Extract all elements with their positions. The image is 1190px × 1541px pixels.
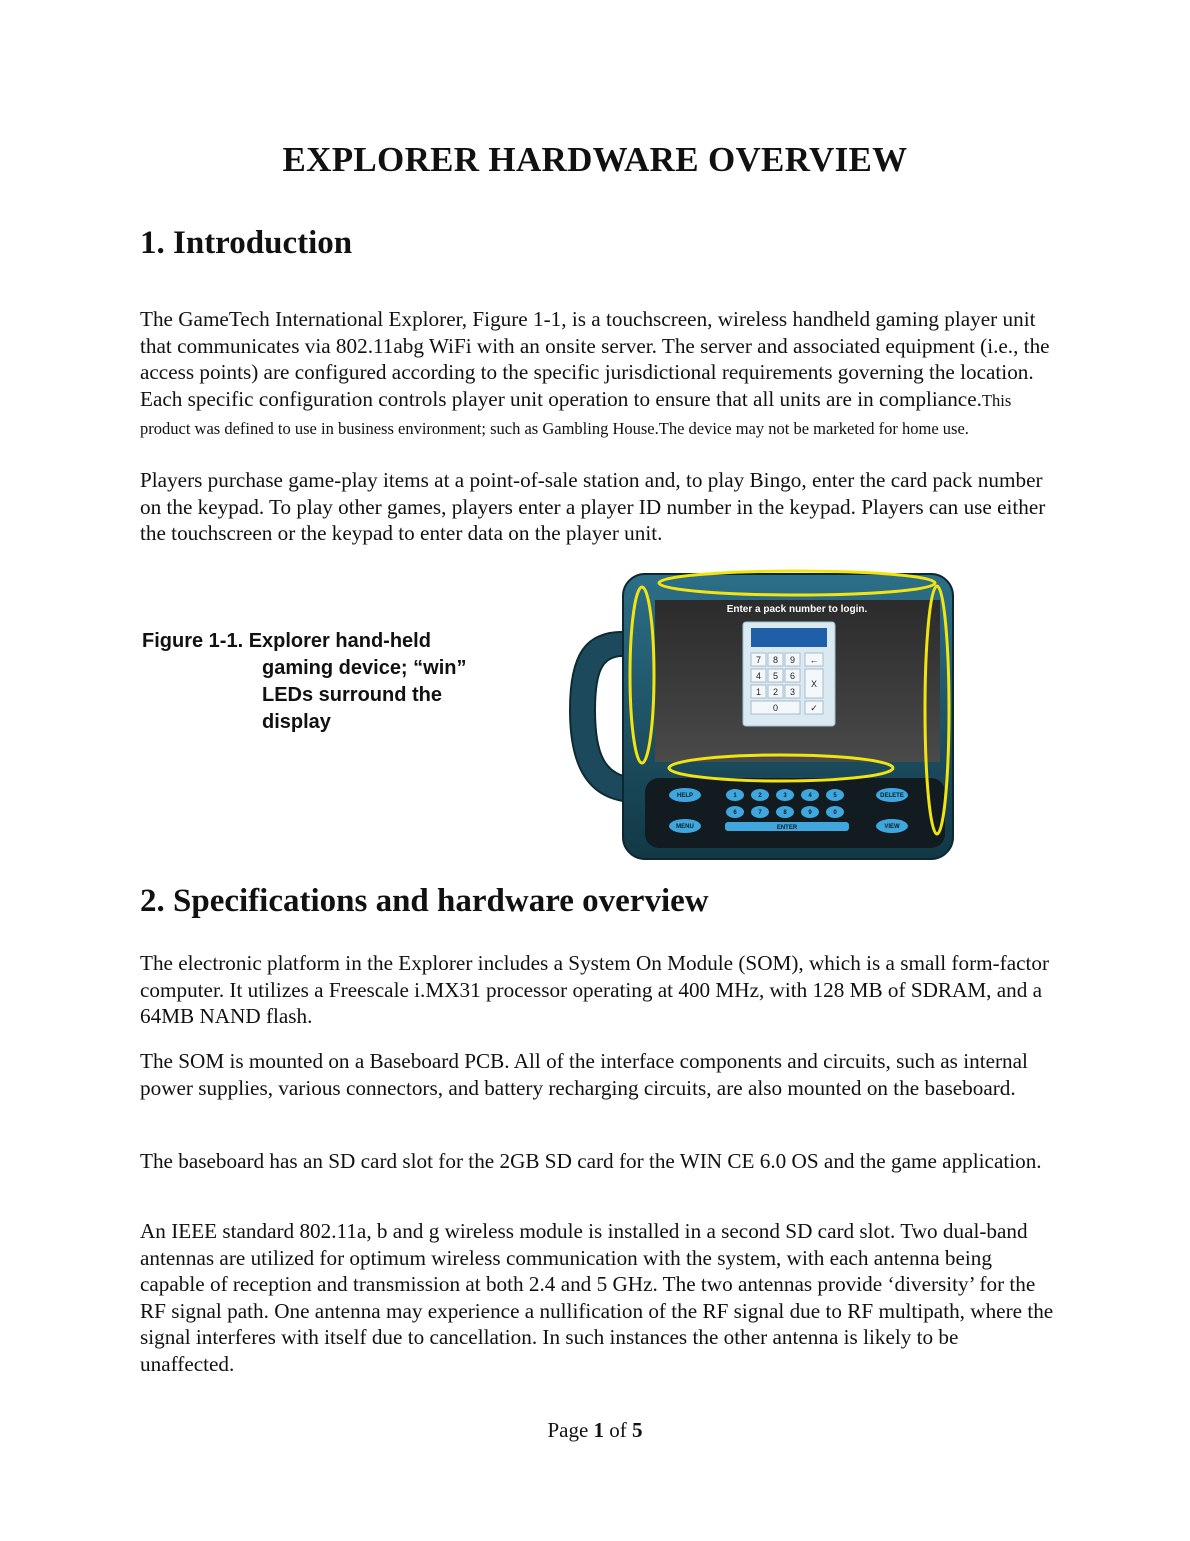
spec-paragraph-3: The baseboard has an SD card slot for the 2GB SD card for the WIN CE 6.0 OS and the game application. xyxy=(140,1149,1042,1173)
figure-caption-lead: Figure 1-1. Explorer hand-held xyxy=(142,630,431,652)
svg-text:9: 9 xyxy=(808,810,812,816)
keypad-key: 4 xyxy=(755,671,762,681)
keypad-key: 1 xyxy=(755,687,762,697)
intro-paragraph-2: Players purchase game-play items at a point-of-sale station and, to play Bingo, enter the card pack number on the keypad. To play other games, players enter a player ID number in the keypad. Players can use either the touchscreen or the keypad to enter data on the player unit. xyxy=(140,468,1046,545)
login-input-field xyxy=(751,628,827,647)
svg-text:1: 1 xyxy=(733,793,737,799)
keypad-key: 7 xyxy=(755,655,762,665)
spec-paragraph-2: The SOM is mounted on a Baseboard PCB. All of the interface components and circuits, such as internal power supplies, various connectors, and battery recharging circuits, are also mounted on the baseboard. xyxy=(140,1049,1028,1100)
keypad-key: 0 xyxy=(772,703,779,713)
svg-text:4: 4 xyxy=(808,793,812,799)
keypad-key: ← xyxy=(809,655,819,665)
keypad-key: 2 xyxy=(772,687,779,697)
footer-total-pages: 5 xyxy=(632,1418,643,1442)
keypad-key: 6 xyxy=(789,671,796,681)
figure-caption xyxy=(142,628,542,736)
svg-text:8: 8 xyxy=(783,810,787,816)
spec-paragraph-1: The electronic platform in the Explorer includes a System On Module (SOM), which is a small form-factor computer. It utilizes a Freescale i.MX31 processor operating at 400 MHz, with 128 MB of SDRAM, and a 64MB NAND flash. xyxy=(140,951,1050,1028)
footer-current-page: 1 xyxy=(593,1418,605,1442)
page-footer xyxy=(0,1418,1190,1443)
keypad-key: 8 xyxy=(772,655,779,665)
view-button-label: VIEW xyxy=(884,824,900,830)
svg-text:0: 0 xyxy=(833,810,837,816)
keypad-key: 3 xyxy=(789,687,796,697)
keypad-key: 5 xyxy=(772,671,779,681)
svg-text:2: 2 xyxy=(758,793,762,799)
explorer-device-image xyxy=(565,560,965,865)
section-heading-introduction: 1. Introduction xyxy=(140,225,353,261)
intro-paragraph-1-main: The GameTech International Explorer, Figure 1-1, is a touchscreen, wireless handheld gaming player unit that communicates via 802.11abg WiFi with an onsite server. The server and associated equipment (i.e., the access points) are configured according to the specific jurisdictional requirements governing the location. Each specific configuration controls player unit operation to ensure that all units are in compliance. xyxy=(140,307,1050,411)
svg-text:7: 7 xyxy=(758,810,762,816)
intro-paragraph-1 xyxy=(140,306,1055,443)
svg-text:3: 3 xyxy=(783,793,787,799)
help-button-label: HELP xyxy=(676,793,694,799)
menu-button-label: MENU xyxy=(676,824,694,830)
enter-button-label: ENTER xyxy=(776,825,798,831)
screen-prompt: Enter a pack number to login. xyxy=(726,604,868,615)
svg-text:5: 5 xyxy=(833,793,837,799)
svg-text:6: 6 xyxy=(733,810,737,816)
document-title: EXPLORER HARDWARE OVERVIEW xyxy=(282,140,908,179)
keypad-key: X xyxy=(810,679,818,689)
delete-button-label: DELETE xyxy=(880,793,904,799)
intro-paragraph-1-note: This product was defined to use in business environment; such as Gambling House.The device may not be marketed for home use. xyxy=(140,390,1012,438)
section-heading-specifications: 2. Specifications and hardware overview xyxy=(140,883,709,919)
keypad-key: 9 xyxy=(789,655,796,665)
keypad-key: ✓ xyxy=(810,703,818,713)
spec-paragraph-4: An IEEE standard 802.11a, b and g wireless module is installed in a second SD card slot. Two dual-band antennas are utilized for optimum wireless communication with the system, with each antenna being capable of reception and transmission at both 2.4 and 5 GHz. The two antennas provide ‘diversity’ for the RF signal path. One antenna may experience a nullification of the RF signal due to RF multipath, where the signal interferes with itself due to cancellation. In such instances the other antenna is likely to be unaffected. xyxy=(140,1219,1054,1376)
footer-middle: of xyxy=(604,1418,633,1442)
figure-caption-rest: gaming device; “win” LEDs surround the display xyxy=(262,657,467,733)
footer-prefix: Page xyxy=(547,1418,594,1442)
